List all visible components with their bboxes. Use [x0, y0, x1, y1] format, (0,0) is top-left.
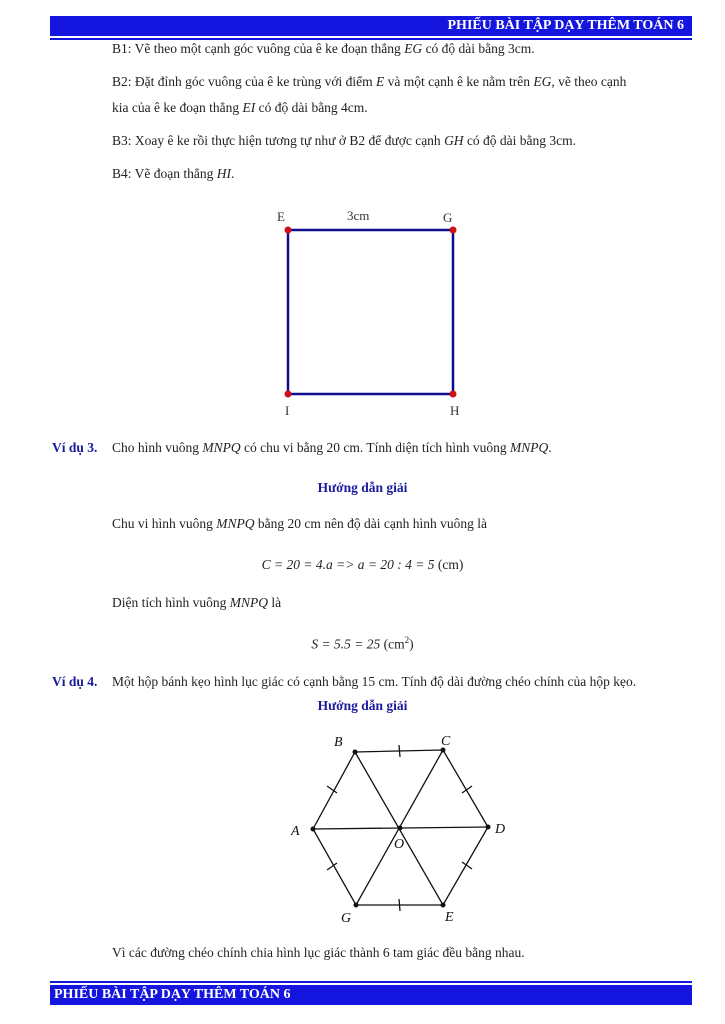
label-i: I	[285, 403, 290, 418]
hex-label-c: C	[441, 734, 451, 749]
ex3-sol-line1: Chu vi hình vuông MNPQ bằng 20 cm nên độ dài cạnh hình vuông là	[112, 516, 487, 531]
ex3-guide-heading: Hướng dẫn giải	[317, 480, 408, 495]
vertex-g	[354, 903, 359, 908]
hex-label-e: E	[445, 910, 454, 925]
step-b2-line1: B2: Đặt đỉnh góc vuông của ê ke trùng với điểm E và một cạnh ê ke nằm trên EG, vẽ theo cạnh	[112, 74, 627, 89]
vertex-d	[486, 825, 491, 830]
tick-bc	[399, 745, 400, 757]
footer-title: PHIẾU BÀI TẬP DẠY THÊM TOÁN 6	[54, 987, 291, 1002]
ex4-conclusion: Vì các đường chéo chính chia hình lục giác thành 6 tam giác đều bằng nhau.	[112, 945, 525, 960]
vertex-b	[353, 750, 358, 755]
ex4-guide-heading: Hướng dẫn giải	[317, 698, 408, 713]
ex3-formula2: S = 5.5 = 25 $(cm^2)$	[311, 635, 414, 652]
ex3-label: Ví dụ 3.	[52, 440, 98, 455]
vertex-o	[398, 826, 403, 831]
ex3-question: Cho hình vuông MNPQ có chu vi bằng 20 cm. Tính diện tích hình vuông MNPQ.	[112, 440, 552, 455]
vertex-e	[441, 903, 446, 908]
vertex-a	[311, 827, 316, 832]
footer-bar	[50, 985, 692, 1005]
hex-label-g: G	[341, 911, 352, 926]
step-b4: B4: Vẽ đoạn thẳng HI.	[112, 166, 235, 181]
header-title: PHIẾU BÀI TẬP DẠY THÊM TOÁN 6	[447, 18, 684, 33]
step-b3: B3: Xoay ê ke rồi thực hiện tương tự như ở B2 để được cạnh GH có độ dài bằng 3cm.	[112, 133, 577, 148]
tick-ge	[399, 899, 400, 911]
step-b1: B1: Vẽ theo một cạnh góc vuông của ê ke đoạn thẳng EG có độ dài bằng 3cm.	[112, 41, 535, 56]
ex4-question: Một hộp bánh kẹo hình lục giác có cạnh bằng 15 cm. Tính độ dài đường chéo chính của hộp kẹo.	[112, 674, 637, 689]
ex3-formula1: C = 20 = 4.a => a = 20 : 4 = 5 (cm)	[261, 557, 464, 572]
label-g: G	[443, 210, 453, 225]
hex-label-o: O	[394, 837, 405, 852]
hex-label-b: B	[334, 735, 343, 750]
hex-label-a: A	[291, 824, 300, 839]
hex-label-d: D	[495, 822, 506, 837]
label-e: E	[277, 209, 285, 224]
footer-divider	[50, 981, 692, 983]
ex4-label: Ví dụ 4.	[52, 674, 98, 689]
step-b2-line2: kia của ê ke đoạn thẳng EI có độ dài bằng 4cm.	[112, 100, 368, 115]
ex3-sol-line2: Diện tích hình vuông MNPQ là	[112, 595, 282, 610]
label-h: H	[450, 403, 460, 418]
label-side: 3cm	[347, 208, 370, 223]
